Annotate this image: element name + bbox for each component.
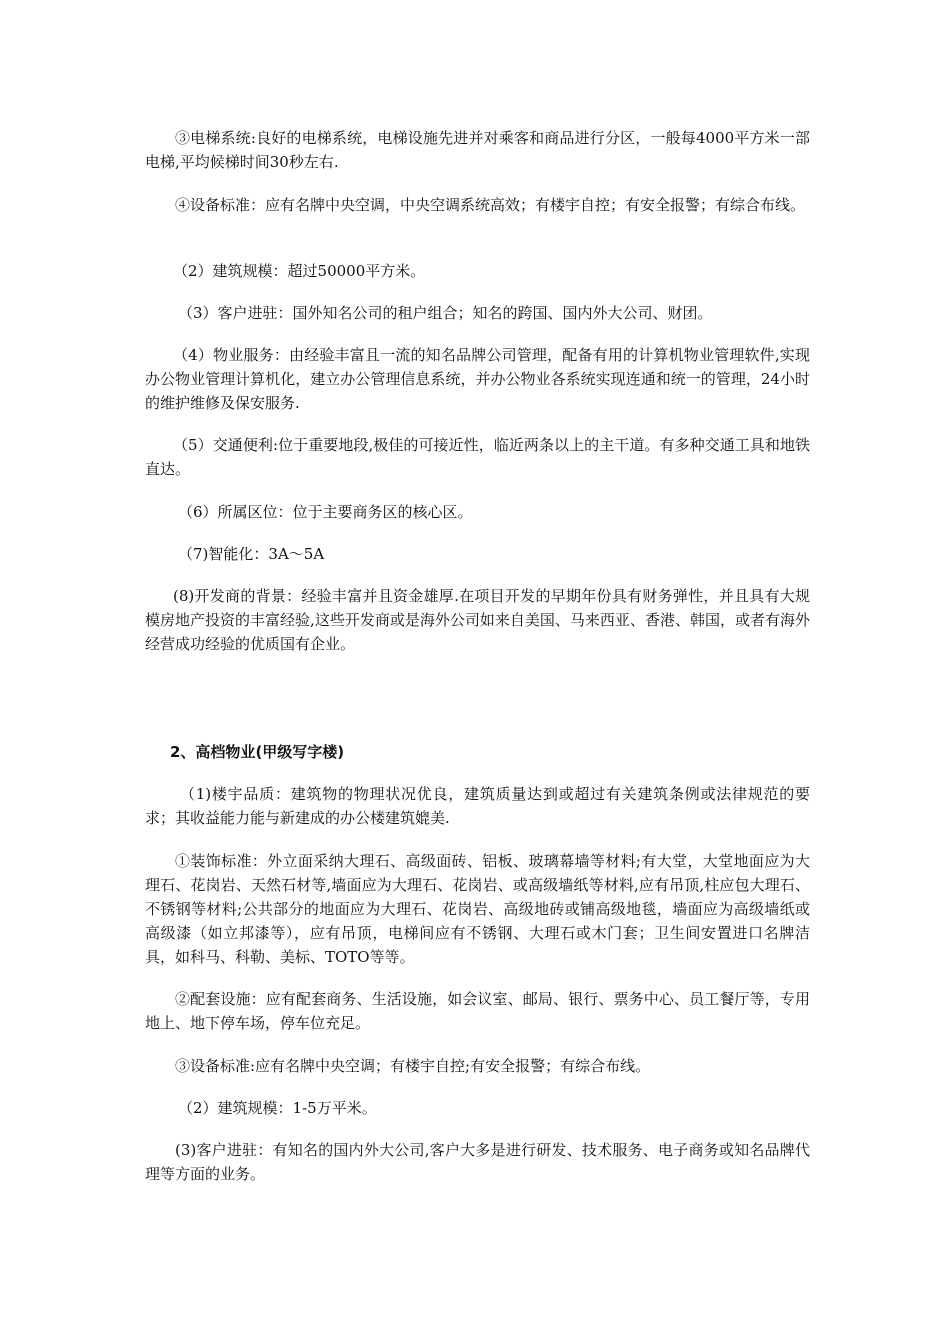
paragraph-supporting-facilities: ②配套设施：应有配套商务、生活设施，如会议室、邮局、银行、票务中心、员工餐厅等，专用地上、地下停车场，停车位充足。 (145, 990, 810, 1032)
paragraph-decoration-standard: ①装饰标准：外立面采纳大理石、高级面砖、铝板、玻璃幕墙等材料;有大堂，大堂地面应为大理石、花岗岩、天然石材等,墙面应为大理石、花岗岩、或高级墙纸等材料,应有吊顶,柱应包大理石、不锈钢等材料;公共部分的地面应为大理石、花岗岩、高级地砖或铺高级地毯，墙面应为高级墙纸或高级漆（如立邦漆等），应有吊顶，电梯间应有不锈钢、大理石或木门套；卫生间安置进口名牌洁具，如科马、科勒、美标、TOTO等等。 (145, 852, 810, 966)
section-heading: 2、高档物业(甲级写字楼) (170, 743, 345, 761)
paragraph-building-scale: （2）建筑规模：超过50000平方米。 (173, 262, 426, 280)
paragraph-equipment-standard: ④设备标准：应有名牌中央空调，中央空调系统高效；有楼宇自控；有安全报警；有综合布线。 (175, 196, 806, 214)
paragraph-elevator-system: ③电梯系统:良好的电梯系统，电梯设施先进并对乘客和商品进行分区，一般每4000平方米一部电梯,平均候梯时间30秒左右. (145, 129, 810, 171)
paragraph-transport: （5）交通便利:位于重要地段,极佳的可接近性，临近两条以上的主干道。有多种交通工具和地铁直达。 (145, 436, 810, 478)
paragraph-building-quality: （1)楼宇品质：建筑物的物理状况优良，建筑质量达到或超过有关建筑条例或法律规范的要求；其收益能力能与新建成的办公楼建筑媲美. (145, 785, 810, 827)
paragraph-tenants-2: (3)客户进驻：有知名的国内外大公司,客户大多是进行研发、技术服务、电子商务或知名品牌代理等方面的业务。 (145, 1141, 810, 1183)
paragraph-developer-background: (8)开发商的背景：经验丰富并且资金雄厚.在项目开发的早期年份具有财务弹性，并且具有大规模房地产投资的丰富经验,这些开发商或是海外公司如来自美国、马来西亚、香港、韩国，或者有海外经营成功经验的优质国有企业。 (145, 587, 810, 653)
paragraph-location: （6）所属区位：位于主要商务区的核心区。 (178, 503, 473, 521)
paragraph-equipment-standard-2: ③设备标准:应有名牌中央空调；有楼宇自控;有安全报警；有综合布线。 (175, 1057, 651, 1075)
paragraph-property-service: （4）物业服务：由经验丰富且一流的知名品牌公司管理，配备有用的计算机物业管理软件,实现办公物业管理计算机化，建立办公管理信息系统，并办公物业各系统实现连通和统一的管理，24小时的维护维修及保安服务. (145, 346, 810, 412)
paragraph-building-scale-2: （2）建筑规模：1-5万平米。 (178, 1099, 377, 1117)
paragraph-intelligence: （7)智能化：3A～5A (178, 545, 325, 563)
paragraph-tenants: （3）客户进驻：国外知名公司的租户组合；知名的跨国、国内外大公司、财团。 (178, 304, 713, 322)
